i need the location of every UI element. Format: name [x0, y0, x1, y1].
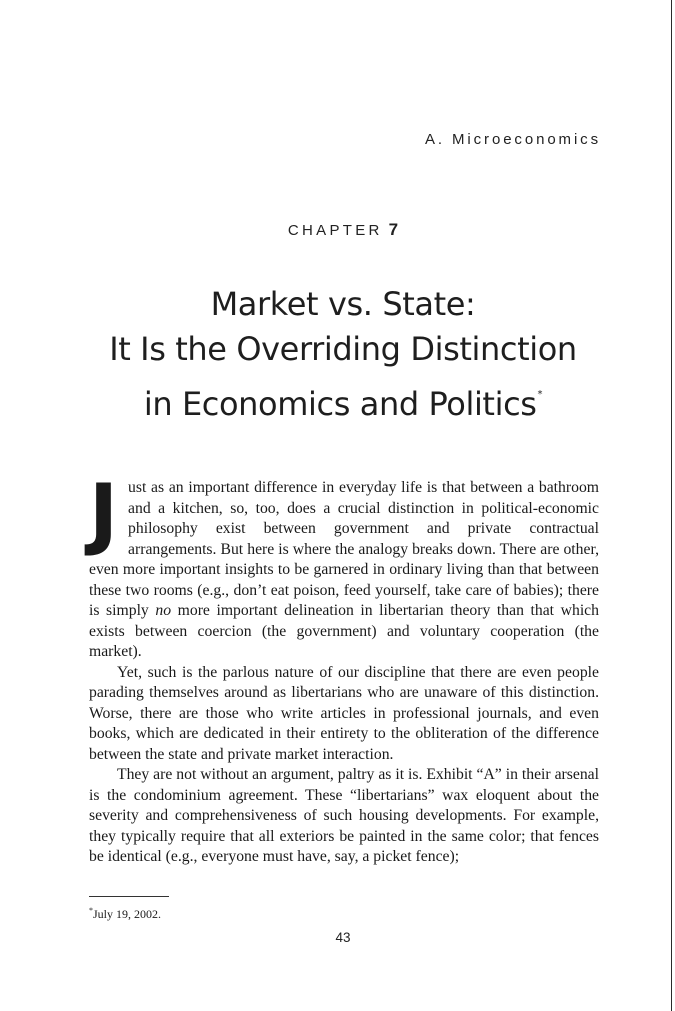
page-edge-border: [671, 0, 672, 1011]
chapter-number: 7: [388, 220, 399, 239]
chapter-title: [0, 282, 675, 427]
running-head: A. Microeconomics: [424, 131, 601, 148]
paragraph-1-end: more important delineation in libertarian theory than that which exists between coercion (the government) and voluntary cooperation (the market).: [89, 602, 599, 660]
footnote-marker: *: [89, 906, 93, 915]
footnote-text: July 19, 2002.: [93, 907, 162, 921]
page-number: 43: [335, 930, 351, 945]
title-line-2: It Is the Overriding Distinction: [109, 330, 577, 368]
paragraph-1: [89, 469, 599, 663]
drop-cap: J: [89, 469, 119, 559]
title-footnote-marker: *: [537, 389, 543, 400]
title-line-3-text: in Economics and Politics: [143, 385, 537, 423]
paragraph-3: They are not without an argument, paltry as it is. Exhibit “A” in their arsenal is the condominium agreement. These “libertarians” wax eloquent about the severity and comprehensiveness of such housing developments. For example, they typically require that all exteriors be painted in the same color; that fences be identical (e.g., everyone must have, say, a picket fence);: [89, 766, 599, 865]
chapter-label: CHAPTER: [287, 222, 383, 239]
title-line-1: Market vs. State:: [210, 285, 476, 323]
paragraph-2: Yet, such is the parlous nature of our discipline that there are even people parading themselves around as libertarians who are unaware of this distinction. Worse, there are those who write articles in professional journals, and even books, which are dedicated in their entirety to the obliteration of the difference between the state and private market interaction.: [89, 663, 599, 763]
chapter-heading: [0, 220, 675, 240]
title-line-3: [0, 372, 675, 427]
body-text: [89, 469, 599, 868]
paragraph-1-emphasis: no: [155, 602, 172, 619]
footnote-rule: [89, 896, 169, 897]
paragraph-1-text: ust as an important difference in everyday life is that between a bathroom and a kitchen, so, too, does a crucial distinction in political-economic philosophy exist between government and private contractual arrangements. But here is where the analogy breaks down. There are other, even more important insights to be garnered in ordinary living than that between these two rooms (e.g., don’t eat poison, feed yourself, take care of babies); there is simply: [89, 479, 599, 619]
footnote: [89, 906, 161, 922]
